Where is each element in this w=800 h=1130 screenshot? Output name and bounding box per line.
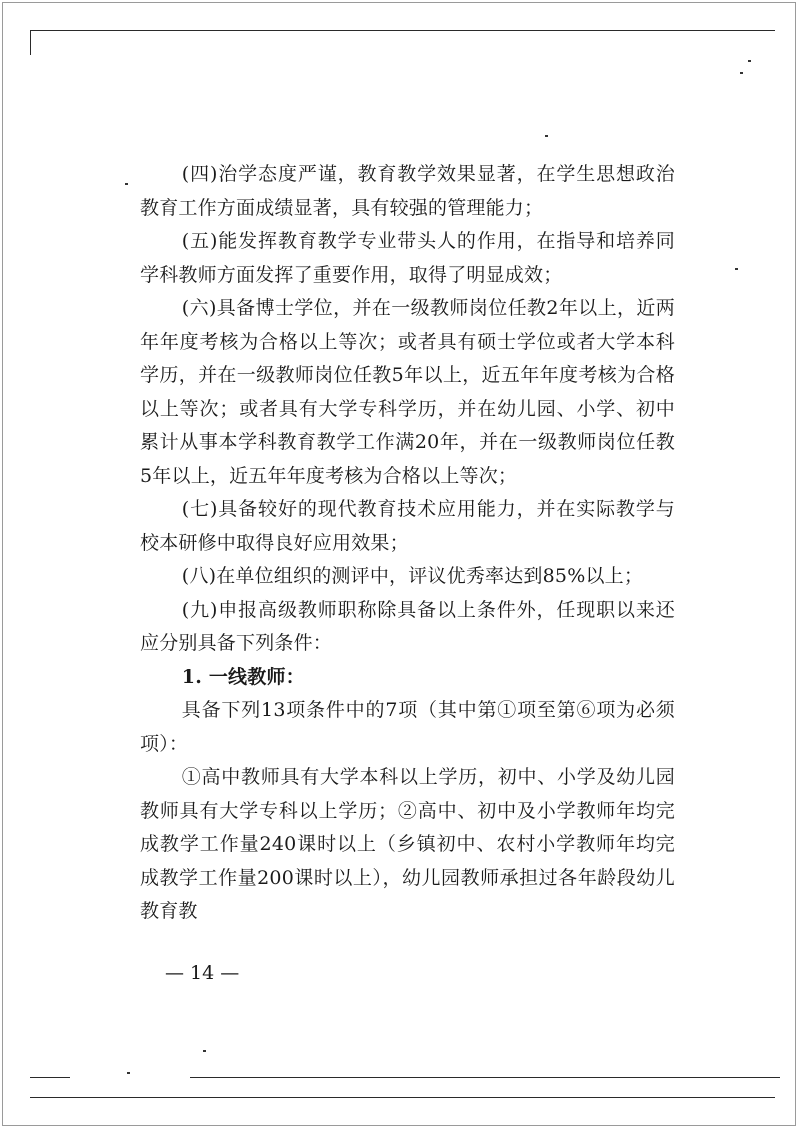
paragraph: (九)申报高级教师职称除具备以上条件外，任现职以来还应分别具备下列条件： [140, 598, 675, 654]
document-body [140, 158, 675, 929]
scan-speck [740, 72, 743, 74]
paragraph: (六)具备博士学位，并在一级教师岗位任教2年以上，近两年年度考核为合格以上等次；或者具有硕士学位或者大学本科学历，并在一级教师岗位任教5年以上，近五年年度考核为合格以上等次；或者具有大学专科学历，并在幼儿园、小学、初中累计从事本学科教育教学工作满20年，并在一级教师岗位任教5年以上，近五年年度考核为合格以上等次； [140, 297, 675, 487]
scan-line-left [30, 30, 31, 55]
scan-speck [125, 183, 128, 185]
scan-speck [748, 60, 751, 62]
paragraph: 具备下列13项条件中的7项（其中第①项至第⑥项为必须项）： [140, 699, 675, 755]
scan-speck [545, 135, 548, 137]
section-heading: 1. 一线教师： [181, 665, 305, 688]
paragraph: (七)具备较好的现代教育技术应用能力，并在实际教学与校本研修中取得良好应用效果； [140, 498, 675, 554]
scan-line-bottom [190, 1077, 780, 1078]
paragraph: (五)能发挥教育教学专业带头人的作用，在指导和培养同学科教师方面发挥了重要作用，取得了明显成效； [140, 230, 675, 286]
scan-line-top [30, 30, 775, 31]
scan-speck [735, 268, 738, 270]
page-number: — 14 — [165, 962, 240, 984]
paragraph: ①高中教师具有大学本科以上学历，初中、小学及幼儿园教师具有大学专科以上学历；②高中、初中及小学教师年均完成教学工作量240课时以上（乡镇初中、农村小学教师年均完成教学工作量200课时以上），幼儿园教师承担过各年龄段幼儿教育教 [140, 766, 675, 922]
scan-line-bottom-2 [30, 1097, 775, 1098]
scan-speck [203, 1050, 206, 1052]
scan-speck [127, 1072, 130, 1074]
paragraph: (八)在单位组织的测评中，评议优秀率达到85%以上； [181, 565, 644, 587]
paragraph: (四)治学态度严谨，教育教学效果显著，在学生思想政治教育工作方面成绩显著，具有较强的管理能力； [140, 163, 675, 219]
scan-line-bottom-left [30, 1077, 70, 1078]
